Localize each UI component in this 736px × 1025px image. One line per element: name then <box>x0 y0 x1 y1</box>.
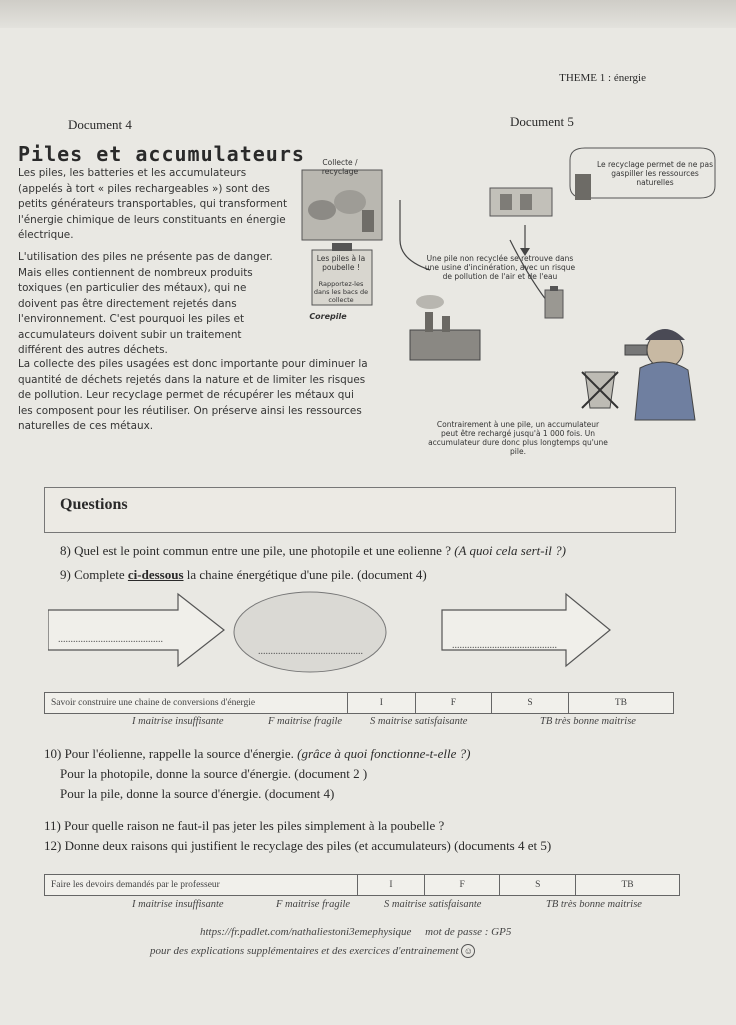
doc4-paragraph-3: La collecte des piles usagées est donc importante pour diminuer la quantité de déchets rejetés dans la nature et de limiter les risques de pollution. Leur recyclage permet de récupérer les métaux qui les composent pour les réutiliser. On préserve ainsi les ressources naturelles de ces métaux. <box>18 358 368 432</box>
eval-1-level-i: I <box>348 693 416 714</box>
document-4-label: Document 4 <box>68 117 132 132</box>
recycling-speech-bubble: Le recyclage permet de ne pas gaspiller les ressources naturelles <box>596 160 714 187</box>
eval-1-label: Savoir construire une chaine de conversions d'énergie <box>45 693 348 714</box>
eval-1-level-tb: TB <box>568 693 673 714</box>
eval-1-legend-f: F maitrise fragile <box>268 716 343 727</box>
illustration-sign-mid: Les piles à la poubelle ! <box>316 254 366 272</box>
questions-header-box <box>44 487 676 533</box>
eval-1-level-s: S <box>492 693 569 714</box>
chain-blank-energy-out[interactable]: .......................................... <box>452 640 557 651</box>
doc4-title: Piles et accumulateurs <box>18 142 305 166</box>
accumulator-note: Contrairement à une pile, un accumulateur peut être rechargé jusqu'à 1 000 fois. Un accumulateur dure donc plus longtemps qu'une pile. <box>428 420 608 456</box>
eval-2-level-f: F <box>424 875 500 896</box>
chain-blank-converter[interactable]: .......................................... <box>258 646 363 657</box>
evaluation-table-2 <box>44 874 680 896</box>
question-9-text-pre: 9) Complete <box>60 567 128 582</box>
footer-line-1 <box>200 926 511 938</box>
document-5-label: Document 5 <box>510 114 574 129</box>
question-10-b: Pour la photopile, donne la source d'énergie. (document 2 ) <box>60 766 368 781</box>
doc4-paragraph-2: L'utilisation des piles ne présente pas de danger. Mais elles contiennent de nombreux produits toxiques (en particulier des métaux), qui ne doivent pas être directement rejetés dans l'environnement. C'est pourquoi les piles et accumulateurs doivent subir un traitement différent des autres déchets. <box>18 251 273 356</box>
doc4-paragraph-1: Les piles, les batteries et les accumulateurs (appelés à tort « piles rechargeables ») sont des petits générateurs transportables, qui transforment l'énergie chimique de leurs constituants en énergie électrique. <box>18 167 288 241</box>
question-8 <box>60 543 566 559</box>
illustration-sign-low: Rapportez-les dans les bacs de collecte <box>313 280 369 304</box>
illustration-sign-top: Collecte / recyclage <box>321 158 359 176</box>
eval-1-level-f: F <box>415 693 492 714</box>
question-10-text: 10) Pour l'éolienne, rappelle la source d'énergie. <box>44 746 294 761</box>
padlet-link[interactable]: https://fr.padlet.com/nathaliestoni3emephysique <box>200 926 412 938</box>
smiley-icon: ☺ <box>461 944 475 958</box>
chain-blank-energy-in[interactable]: .......................................... <box>58 634 163 645</box>
page-top-shadow <box>0 0 736 28</box>
question-8-hint: (A quoi cela sert-il ?) <box>454 543 566 558</box>
eval-2-level-s: S <box>500 875 576 896</box>
eval-1-legend-i: I maitrise insuffisante <box>132 716 224 727</box>
eval-2-legend-f: F maitrise fragile <box>276 899 351 910</box>
evaluation-table-1 <box>44 692 674 714</box>
footer-note <box>150 944 475 958</box>
question-9-link: ci-dessous <box>127 567 184 582</box>
question-12: 12) Donne deux raisons qui justifient le recyclage des piles (et accumulateurs) (documents 4 et 5) <box>44 838 552 853</box>
eval-2-label: Faire les devoirs demandés par le professeur <box>45 875 358 896</box>
incineration-note: Une pile non recyclée se retrouve dans une usine d'incinération, avec un risque de pollution de l'air et de l'eau <box>424 254 576 281</box>
eval-2-legend-i: I maitrise insuffisante <box>132 899 224 910</box>
padlet-password: mot de passe : GP5 <box>425 926 512 938</box>
question-10-c: Pour la pile, donne la source d'énergie. (document 4) <box>60 786 335 801</box>
footer-note-text: pour des explications supplémentaires et des exercices d'entrainement <box>150 945 459 957</box>
question-10 <box>44 746 470 762</box>
question-9 <box>60 567 427 583</box>
eval-2-legend-s: S maitrise satisfaisante <box>384 899 482 910</box>
corepile-logo: Corepile <box>309 312 347 321</box>
eval-2-level-i: I <box>358 875 425 896</box>
questions-heading: Questions <box>60 496 128 513</box>
question-8-text: 8) Quel est le point commun entre une pile, une photopile et une eolienne ? <box>60 543 451 558</box>
question-9-text-post: la chaine énergétique d'une pile. (document 4) <box>183 567 427 582</box>
eval-2-level-tb: TB <box>576 875 680 896</box>
eval-1-legend-s: S maitrise satisfaisante <box>370 716 468 727</box>
theme-header: THEME 1 : énergie <box>559 72 646 84</box>
eval-1-legend-tb: TB très bonne maitrise <box>540 716 636 727</box>
eval-2-legend-tb: TB très bonne maitrise <box>546 899 642 910</box>
question-11: 11) Pour quelle raison ne faut-il pas jeter les piles simplement à la poubelle ? <box>44 818 445 833</box>
question-10-hint: (grâce à quoi fonctionne-t-elle ?) <box>297 746 471 761</box>
